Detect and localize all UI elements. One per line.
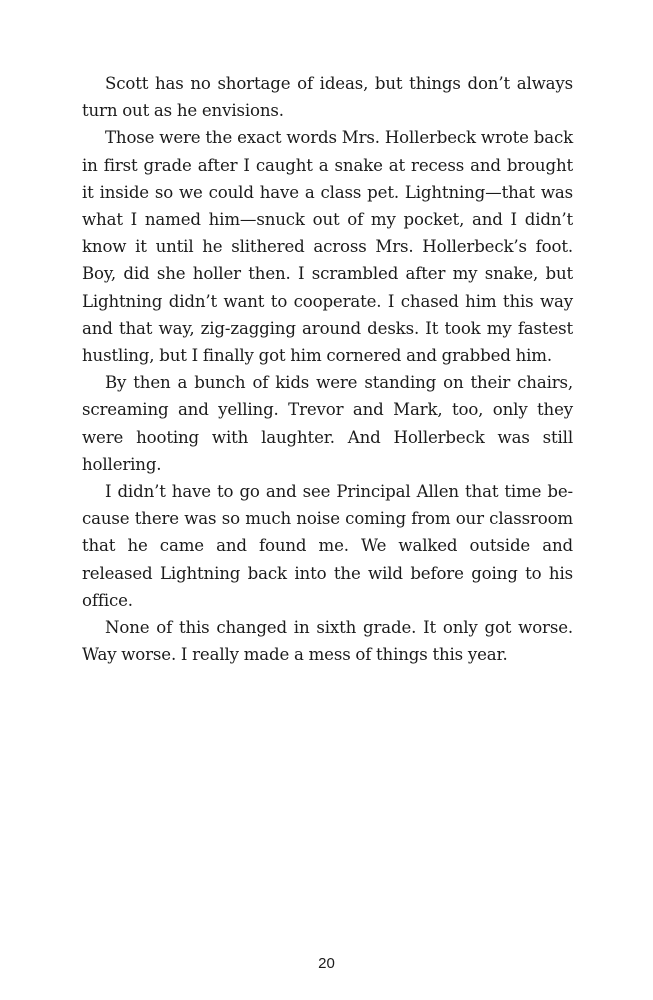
page-number: 20 — [318, 955, 335, 972]
page-body — [82, 70, 573, 668]
paragraph-4: I didn’t have to go and see Principal Allen that time be-cause there was so much noise coming from our classroom that he came and found me. We walked outside and released Lightning back into the wild before going to his office. — [82, 482, 573, 610]
paragraph-2: Those were the exact words Mrs. Hollerbeck wrote back in first grade after I caught a snake at recess and brought it inside so we could have a class pet. Lightning—that was what I named him—snuck out of my pocket, and I didn’t know it until he slithered across Mrs. Hollerbeck’s foot. Boy, did she holler then. I scrambled after my snake, but Lightning didn’t want to cooperate. I chased him this way and that way, zig-zagging around desks. It took my fastest hustling, but I finally got him cornered and grabbed him. — [82, 128, 573, 366]
paragraph-5: None of this changed in sixth grade. It only got worse. Way worse. I really made a mess of things this year. — [82, 618, 573, 665]
paragraph-1: Scott has no shortage of ideas, but things don’t always turn out as he envisions. — [82, 74, 573, 121]
paragraph-3: By then a bunch of kids were standing on their chairs, screaming and yelling. Trevor and Mark, too, only they were hooting with laughter. And Hollerbeck was still hollering. — [82, 373, 573, 474]
